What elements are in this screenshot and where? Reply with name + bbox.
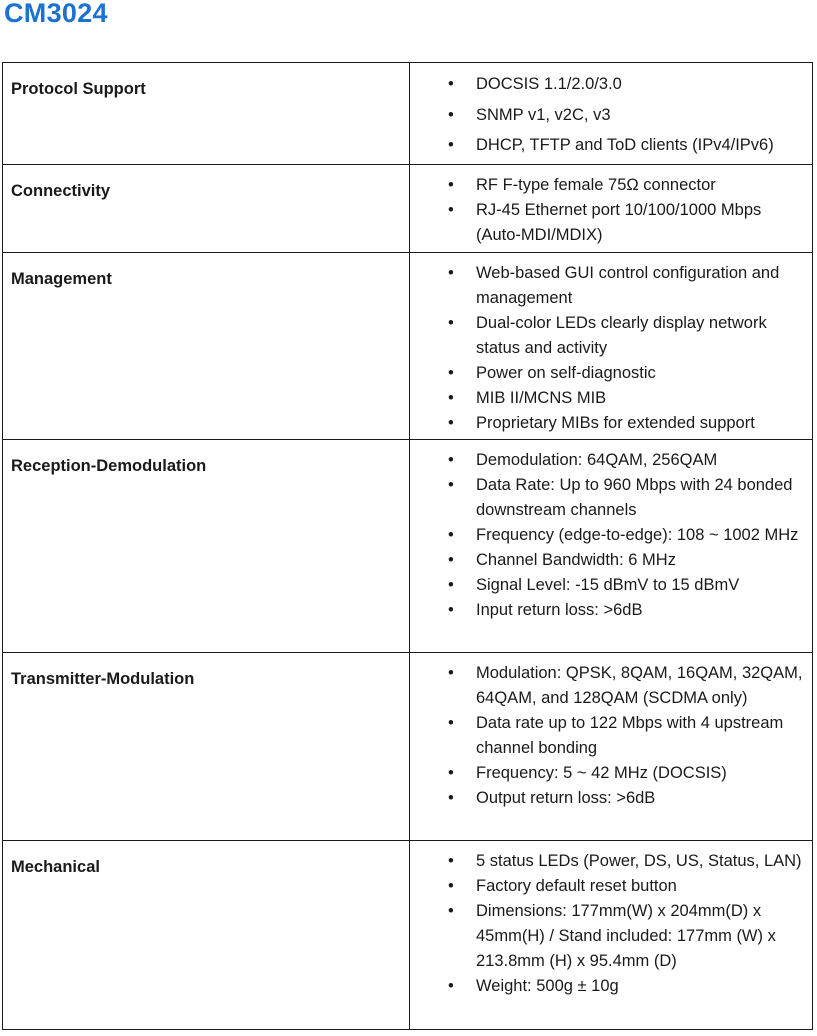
spec-item-text: Data rate up to 122 Mbps with 4 upstream channel bonding — [476, 714, 784, 757]
bullet-icon: • — [448, 601, 454, 619]
spec-item-text: Dimensions: 177mm(W) x 204mm(D) x 45mm(H) / Stand included: 177mm (W) x 213.8mm (H) x 95.4mm (D) — [476, 902, 776, 970]
bullet-icon: • — [448, 105, 454, 124]
document-title: CM3024 — [4, 0, 108, 28]
spec-list — [410, 63, 812, 158]
spec-label-cell — [3, 841, 410, 1030]
spec-item-text: Dual-color LEDs clearly display network status and activity — [476, 314, 767, 357]
bullet-icon: • — [448, 136, 454, 154]
bullet-icon: • — [448, 414, 454, 432]
bullet-icon: • — [448, 201, 454, 219]
spec-row-connectivity — [3, 165, 813, 253]
spec-item-text: RF F-type female 75Ω connector — [476, 176, 716, 194]
bullet-icon: • — [448, 714, 454, 732]
spec-row-protocol-support — [3, 63, 813, 165]
bullet-icon: • — [448, 576, 454, 594]
spec-item — [410, 548, 812, 573]
spec-values-cell — [410, 253, 813, 440]
bullet-icon: • — [448, 451, 454, 469]
bullet-icon: • — [448, 75, 454, 93]
spec-item — [410, 661, 812, 711]
bullet-icon: • — [448, 877, 454, 895]
bullet-icon: • — [448, 852, 454, 870]
spec-item — [410, 198, 812, 248]
spec-item-text: Modulation: QPSK, 8QAM, 16QAM, 32QAM, 64QAM, and 128QAM (SCDMA only) — [476, 664, 803, 707]
spec-item-text: DOCSIS 1.1/2.0/3.0 — [476, 75, 622, 93]
bullet-icon: • — [448, 264, 454, 282]
spec-item — [410, 311, 812, 361]
spec-item-text: Frequency: 5 ~ 42 MHz (DOCSIS) — [476, 764, 727, 782]
spec-item-text: Power on self-diagnostic — [476, 364, 656, 382]
spec-label-cell — [3, 63, 410, 165]
spec-label: Reception-Demodulation — [11, 457, 207, 475]
spec-item — [410, 786, 812, 811]
spec-values-cell — [410, 63, 813, 165]
spec-item-text: RJ-45 Ethernet port 10/100/1000 Mbps (Auto-MDI/MDIX) — [476, 201, 762, 244]
spec-label: Protocol Support — [11, 80, 146, 98]
spec-item — [410, 361, 812, 386]
bullet-icon: • — [448, 551, 454, 569]
spec-values-cell — [410, 165, 813, 253]
bullet-icon: • — [448, 526, 454, 544]
spec-item — [410, 448, 812, 473]
spec-item-text: 5 status LEDs (Power, DS, US, Status, LAN) — [476, 852, 802, 870]
bullet-icon: • — [448, 664, 454, 682]
spec-item-text: DHCP, TFTP and ToD clients (IPv4/IPv6) — [476, 136, 774, 154]
spec-item — [410, 711, 812, 761]
spec-row-mechanical — [3, 841, 813, 1030]
spec-item-text: Web-based GUI control configuration and management — [476, 264, 780, 307]
spec-row-reception-demodulation — [3, 440, 813, 653]
spec-list — [410, 440, 812, 623]
spec-label-cell — [3, 440, 410, 653]
spec-row-transmitter-modulation — [3, 653, 813, 841]
spec-values-cell — [410, 440, 813, 653]
spec-item — [410, 133, 812, 158]
spec-item-text: Frequency (edge-to-edge): 108 ~ 1002 MHz — [476, 526, 799, 544]
spec-values-cell — [410, 653, 813, 841]
spec-item-text: Weight: 500g ± 10g — [476, 977, 619, 995]
spec-list — [410, 841, 812, 999]
spec-item-text: Factory default reset button — [476, 877, 677, 895]
spec-item — [410, 598, 812, 623]
spec-item-text: Output return loss: >6dB — [476, 789, 656, 807]
spec-item-text: Demodulation: 64QAM, 256QAM — [476, 451, 718, 469]
bullet-icon: • — [448, 364, 454, 382]
spec-item-text: Signal Level: -15 dBmV to 15 dBmV — [476, 576, 740, 594]
spec-item — [410, 411, 812, 436]
spec-row-management — [3, 253, 813, 440]
spec-item-text: Input return loss: >6dB — [476, 601, 643, 619]
spec-item-text: MIB II/MCNS MIB — [476, 389, 607, 407]
spec-item — [410, 103, 812, 128]
bullet-icon: • — [448, 789, 454, 807]
spec-item — [410, 72, 812, 97]
spec-label: Transmitter-Modulation — [11, 670, 195, 688]
spec-label-cell — [3, 165, 410, 253]
spec-label: Mechanical — [11, 858, 100, 876]
bullet-icon: • — [448, 389, 454, 407]
bullet-icon: • — [448, 764, 454, 782]
spec-label-cell — [3, 653, 410, 841]
spec-table — [2, 62, 813, 1030]
spec-item — [410, 874, 812, 899]
spec-item — [410, 261, 812, 311]
spec-label: Connectivity — [11, 182, 111, 200]
spec-item-text: Channel Bandwidth: 6 MHz — [476, 551, 676, 569]
spec-values-cell — [410, 841, 813, 1030]
spec-list — [410, 165, 812, 248]
spec-list — [410, 253, 812, 436]
bullet-icon: • — [448, 476, 454, 494]
spec-label: Management — [11, 270, 112, 288]
spec-item-text: SNMP v1, v2C, v3 — [476, 105, 611, 124]
spec-label-cell — [3, 253, 410, 440]
spec-item-text: Proprietary MIBs for extended support — [476, 414, 755, 432]
spec-item — [410, 899, 812, 974]
spec-item-text: Data Rate: Up to 960 Mbps with 24 bonded downstream channels — [476, 476, 793, 519]
spec-list — [410, 653, 812, 811]
bullet-icon: • — [448, 902, 454, 920]
spec-item — [410, 386, 812, 411]
bullet-icon: • — [448, 977, 454, 995]
spec-item — [410, 573, 812, 598]
spec-item — [410, 761, 812, 786]
spec-item — [410, 473, 812, 523]
spec-item — [410, 173, 812, 198]
spec-item — [410, 849, 812, 874]
spec-item — [410, 974, 812, 999]
spec-item — [410, 523, 812, 548]
bullet-icon: • — [448, 314, 454, 332]
bullet-icon: • — [448, 176, 454, 194]
